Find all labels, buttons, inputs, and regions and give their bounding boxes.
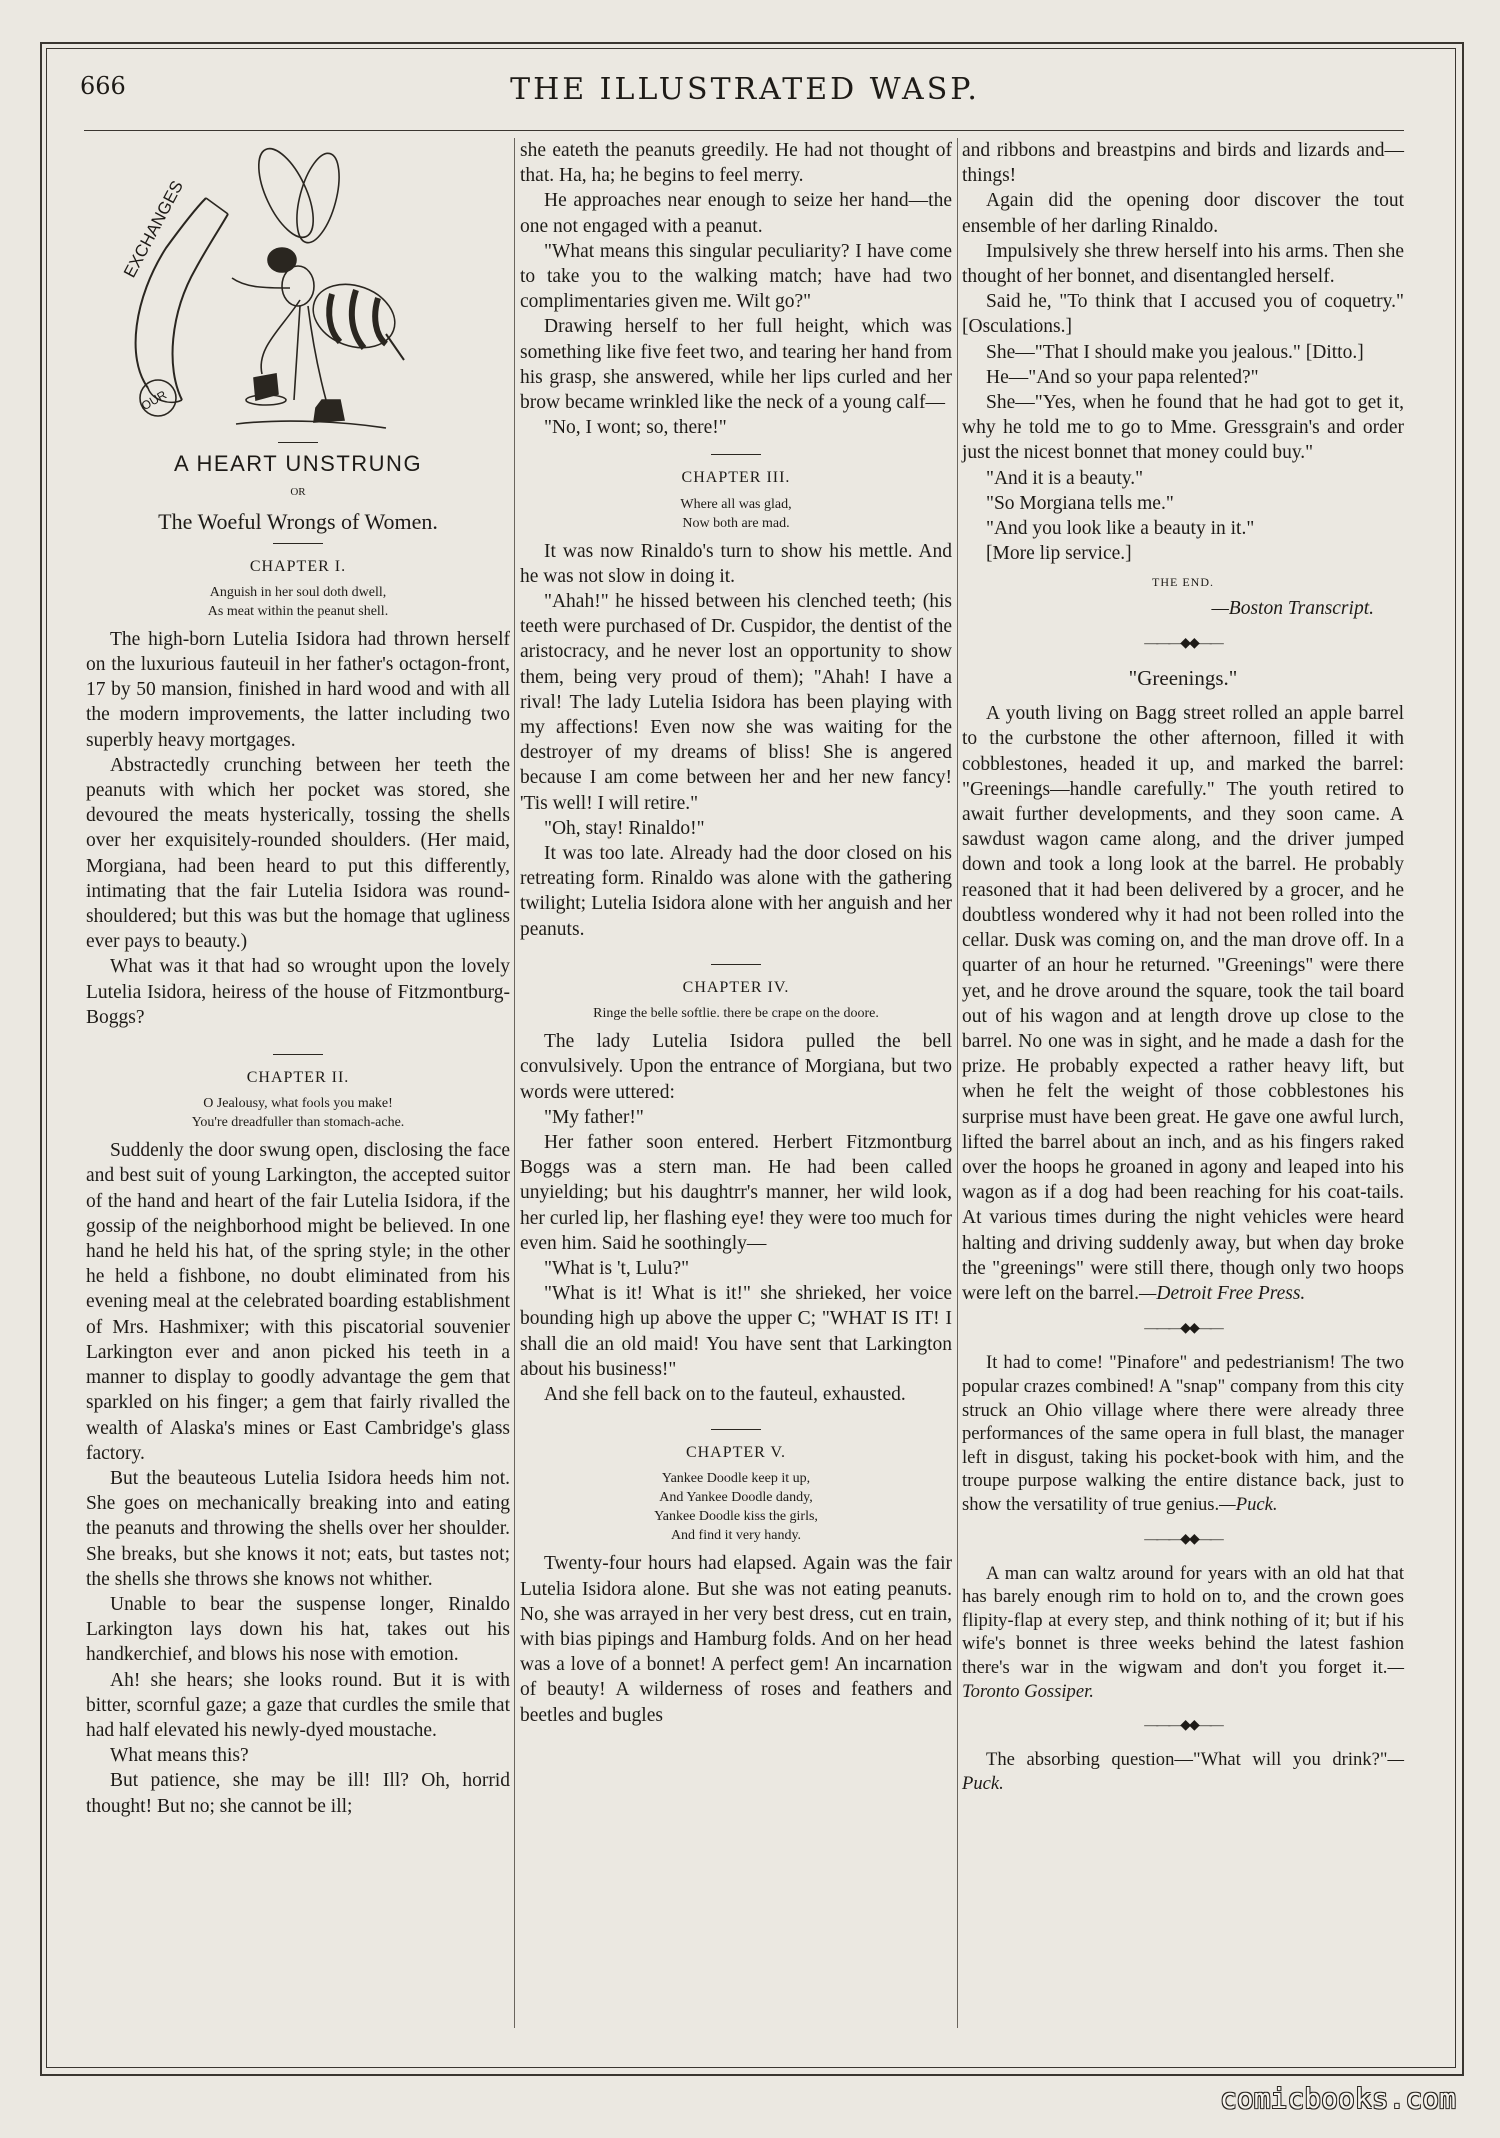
- verse-line: Where all was glad,: [680, 496, 792, 512]
- greenings-text: A youth living on Bagg street rolled an apple barrel to the curbstone the other afternoon, filled it with cobblestones, headed it up, and marked the barrel: "Greenings—handle carefully." The youth retired to await further developments, and they soon came. A sawdust wagon came along, and the driver jumped down and took a long look at the barrel. He probably reasoned that it had been delivered by a grocer, and he doubtless wondered why it had not been rolled into the cellar. Dusk was coming on, and the man drove off. In a quarter of an hour he returned. "Greenings" were there yet, and he drove around the square, took the tail board out of his wagon and at length drove up close to the barrel. No one was in sight, and he made a dash for the prize. He probably expected a rather heavy lift, but when he felt the weight of those cobblestones his surprise must have been great. He gave one awful lurch, lifted the barrel about an inch, and as his fingers raked over the hoops he groaned in agony and leaped into his wagon as if a dog had been reaching for his coat-tails. At various times during the night vehicles were heard halting and driving suddenly away, but when day broke the "greenings" were still there, though only two hoops were left on the barrel.: [962, 703, 1404, 1304]
- paragraph: "And it is a beauty.": [986, 467, 1144, 489]
- story-or: OR: [290, 486, 306, 499]
- paragraph: But the beauteous Lutelia Isidora heeds him not. She goes on mechanically breaking into and eating the peanuts and throwing the shells over her shoulder. She breaks, but she knows it not; eats, but tastes not; the shells she throws she knows not whither.: [86, 1467, 510, 1590]
- paragraph: Her father soon entered. Herbert Fitzmontburg Boggs was a stern man. He had been called unyielding; but his daughtrr's manner, her wild look, her curled lip, her flashing eye! they were too much for even him. Said he soothingly—: [520, 1131, 952, 1254]
- page-number: 666: [80, 72, 126, 100]
- paragraph: [962, 701, 1404, 1306]
- paragraph: Drawing herself to her full height, which was something like five feet two, and tearing her hand from his grasp, she answered, while her lips curled and her brow became wrinkled like the neck of a young calf—: [520, 316, 952, 414]
- paragraph: "So Morgiana tells me.": [986, 492, 1174, 514]
- exchanges-illustration: [86, 138, 510, 438]
- paragraph: Abstractedly crunching between her teeth the peanuts with which her pocket was stored, she devoured the meats hysterically, tossing the shells over her exquisitely-rounded shoulders. (Her maid, Morgiana, had been heard to put this differently, intimating that the fair Lutelia Isidora was round-shouldered; but this was but the homage that ugliness ever pays to beauty.): [86, 754, 510, 953]
- ornament-divider: ———◆◆——: [1144, 1718, 1222, 1734]
- paragraph: "Oh, stay! Rinaldo!": [544, 817, 705, 839]
- chapter-verse: [520, 1004, 952, 1023]
- chapter-verse: [520, 495, 952, 533]
- verse-line: O Jealousy, what fools you make!: [203, 1096, 393, 1112]
- column-3: [962, 138, 1404, 2028]
- story-end: THE END.: [1152, 575, 1214, 590]
- verse-line: Now both are mad.: [682, 515, 790, 531]
- chapter-heading: CHAPTER V.: [520, 1429, 952, 1465]
- paragraph: [More lip service.]: [986, 543, 1132, 565]
- column-1: [86, 138, 510, 2028]
- paragraph: Suddenly the door swung open, disclosing the face and best suit of young Larkington, the accepted suitor of the hand and heart of the fair Lutelia Isidora, if the gossip of the neighborhood might be believed. In one hand he held his hat, of the spring style; in the other he held a fishbone, no doubt eliminated from his evening meal at the celebrated boarding establishment of Mrs. Hashmixer; with this piscatorial souvenier Larkington ever and anon picked his teeth in a manner to display to goodly advantage the gem that sparkled on his finger; a gem that fairly rivalled the wealth of Alaska's mines or East Cambridge's glass factory.: [86, 1140, 510, 1464]
- paragraph: "And you look like a beauty in it.": [986, 518, 1255, 540]
- verse-line: Ringe the belle softlie. there be crape on the doore.: [593, 1006, 879, 1022]
- wasp-illustration-svg: [86, 138, 510, 438]
- paragraph: [962, 1748, 1404, 1795]
- paragraph: She—"Yes, when he found that he had got to get it, why he told me to go to Mme. Gressgrain's and order just the nicest bonnet that money could buy.": [962, 392, 1404, 464]
- waltz-source: —Toronto Gossiper.: [962, 1657, 1404, 1702]
- story-subtitle: The Woeful Wrongs of Women.: [158, 509, 438, 535]
- paragraph: He—"And so your papa relented?": [986, 366, 1259, 388]
- paragraph: she eateth the peanuts greedily. He had not thought of that. Ha, ha; he begins to feel merry.: [520, 140, 952, 187]
- paragraph: and ribbons and breastpins and birds and lizards and—things!: [962, 140, 1404, 187]
- paragraph: [962, 1562, 1404, 1704]
- paragraph: "Ahah!" he hissed between his clenched teeth; (his teeth were purchased of Dr. Cuspidor, the dentist of the aristocracy, and he never lost an opportunity to show them, being very proud of them); "Ahah! I have a rival! The lady Lutelia Isidora has been playing with my affections! Even now she was waiting for the destroyer of my dreams of bliss! She is angered because I am come between her and her new fancy! 'Tis well! I will retire.": [520, 591, 952, 814]
- ornament-divider: ———◆◆——: [1144, 1321, 1222, 1337]
- paragraph: "What is it! What is it!" she shrieked, her voice bounding high up above the upper C; "WHAT IS IT! I shall die an old maid! You have sent that Larkington about his business!": [520, 1283, 952, 1380]
- paragraph: "My father!": [544, 1106, 644, 1128]
- waltz-text: A man can waltz around for years with an old hat that has barely enough rim to hold on to, and the crown goes flipity-flap at every step, and think nothing of it; but if his wife's bonnet is three weeks behind the latest fashion there's war in the wigwam and don't you forget it.: [962, 1562, 1404, 1679]
- verse-line: And Yankee Doodle dandy,: [659, 1490, 813, 1506]
- chapter-heading: CHAPTER I.: [86, 543, 510, 579]
- header-rule: [84, 130, 1404, 131]
- verse-line: As meat within the peanut shell.: [207, 603, 389, 619]
- paragraph: The lady Lutelia Isidora pulled the bell convulsively. Upon the entrance of Morgiana, but two words were uttered:: [520, 1031, 952, 1103]
- paragraph: It was too late. Already had the door closed on his retreating form. Rinaldo was alone with the gathering twilight; Lutelia Isidora alone with her anguish and her peanuts.: [520, 843, 952, 940]
- paragraph: Again did the opening door discover the tout ensemble of her darling Rinaldo.: [962, 190, 1404, 237]
- ornament-divider: ———◆◆——: [1144, 635, 1222, 651]
- masthead-title: THE ILLUSTRATED WASP.: [510, 72, 980, 107]
- paragraph: "No, I wont; so, there!": [544, 417, 727, 439]
- verse-line: You're dreadfuller than stomach-ache.: [191, 1115, 405, 1131]
- paragraph: The high-born Lutelia Isidora had thrown herself on the luxurious fauteuil in her father's octagon-front, 17 by 50 mansion, finished in hard wood and with all the modern improvements, the latter including two superbly heavy mortgages.: [86, 628, 510, 751]
- paragraph: And she fell back on to the fauteul, exhausted.: [544, 1383, 906, 1405]
- paragraph: Said he, "To think that I accused you of coquetry." [Osculations.]: [962, 291, 1404, 338]
- title-rule: [278, 442, 318, 443]
- verse-line: Yankee Doodle keep it up,: [661, 1471, 811, 1487]
- paragraph: But patience, she may be ill! Ill? Oh, horrid thought! But no; she cannot be ill;: [86, 1770, 510, 1817]
- page-header: [80, 72, 1410, 112]
- banner-text-our: OUR: [138, 387, 170, 414]
- question-text: The absorbing question—"What will you drink?": [986, 1749, 1388, 1771]
- greenings-source: —Detroit Free Press.: [1139, 1282, 1306, 1304]
- chapter-heading: CHAPTER III.: [520, 454, 952, 490]
- paragraph: Twenty-four hours had elapsed. Again was the fair Lutelia Isidora alone. But she was not eating peanuts. No, she was arrayed in her very best dress, cut en train, with bias pipings and Hamburg folds. And on her head was a love of a bonnet! A perfect gem! An incarnation of beauty! A wilderness of roses and feathers and beetles and bugles: [520, 1553, 952, 1726]
- paragraph: He approaches near enough to seize her hand—the one not engaged with a peanut.: [520, 190, 952, 237]
- chapter-verse: [520, 1469, 952, 1545]
- story-title: A HEART UNSTRUNG: [173, 451, 423, 476]
- banner-text-exchanges: EXCHANGES: [120, 177, 187, 281]
- chapter-verse: [86, 1094, 510, 1132]
- paragraph: Unable to bear the suspense longer, Rinaldo Larkington lays down his hat, takes out his handkerchief, and blows his nose with emotion.: [86, 1593, 510, 1666]
- paragraph: "What means this singular peculiarity? I have come to take you to the walking match; have had two complimentaries given me. Wilt go?": [520, 240, 952, 313]
- watermark: comicbooks.com: [1219, 2082, 1456, 2115]
- paragraph: Ah! she hears; she looks round. But it is with bitter, scornful gaze; a gaze that curdles the smile that had half elevated his newly-dyed moustache.: [86, 1669, 510, 1741]
- column-divider: [957, 138, 958, 2028]
- greenings-title: "Greenings.": [1128, 666, 1238, 691]
- pinafore-text: It had to come! "Pinafore" and pedestrianism! The two popular crazes combined! A "snap" company from this city struck an Ohio village where there were already three performances of the same opera in full blast, the manager left in disgust, taking his pocket-book with him, and the troupe purpose walking the entire distance back, just to show the versatility of true genius.: [962, 1352, 1404, 1515]
- paragraph: She—"That I should make you jealous." [Ditto.]: [986, 341, 1364, 363]
- question-source: —Puck.: [962, 1749, 1404, 1795]
- verse-line: And find it very handy.: [670, 1528, 802, 1544]
- paragraph: It was now Rinaldo's turn to show his mettle. And he was not slow in doing it.: [520, 540, 952, 587]
- paragraph: What means this?: [110, 1745, 249, 1767]
- chapter-heading: CHAPTER II.: [86, 1054, 510, 1090]
- paragraph: Impulsively she threw herself into his arms. Then she thought of her bonnet, and disentangled herself.: [962, 240, 1404, 288]
- pinafore-source: —Puck.: [1219, 1493, 1278, 1515]
- column-2: [520, 138, 952, 2028]
- ornament-divider: ———◆◆——: [1144, 1531, 1222, 1547]
- paragraph: What was it that had so wrought upon the lovely Lutelia Isidora, heiress of the house of Fitzmontburg-Boggs?: [86, 956, 510, 1028]
- chapter-heading: CHAPTER IV.: [520, 964, 952, 1000]
- verse-line: Yankee Doodle kiss the girls,: [654, 1509, 818, 1525]
- story-source: —Boston Transcript.: [1211, 597, 1374, 619]
- paragraph: [962, 1351, 1404, 1516]
- paragraph: "What is 't, Lulu?": [544, 1257, 690, 1279]
- verse-line: Anguish in her soul doth dwell,: [209, 584, 387, 600]
- column-divider: [514, 138, 515, 2028]
- chapter-verse: [86, 583, 510, 621]
